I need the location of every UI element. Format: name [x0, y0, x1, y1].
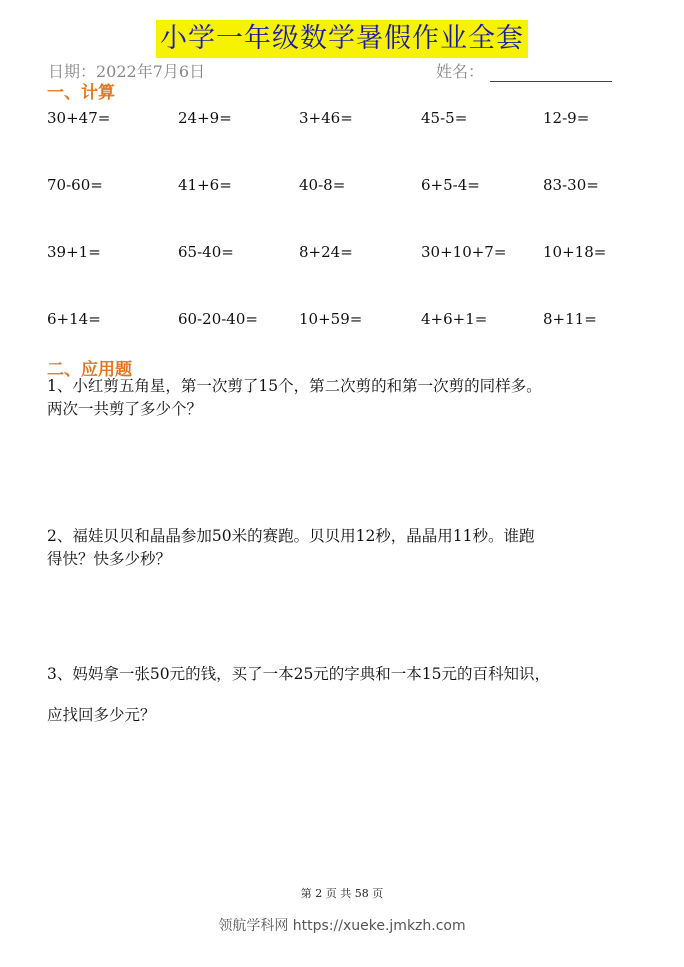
calc-item: 40-8= [299, 176, 346, 194]
page-number: 第 2 页 共 58 页 [300, 887, 384, 900]
problem-line: 得快？快多少秒？ [47, 550, 172, 568]
word-problem-2 [47, 525, 647, 571]
calc-item: 6+14= [47, 310, 101, 328]
calc-item: 10+59= [299, 310, 363, 328]
title-wrap [0, 20, 684, 58]
calc-item: 8+11= [543, 310, 597, 328]
calc-item: 70-60= [47, 176, 103, 194]
calc-item: 8+24= [299, 243, 353, 261]
date-label: 日期：2022年7月6日 [48, 62, 206, 81]
calc-item: 6+5-4= [421, 176, 480, 194]
site-watermark[interactable]: 领航学科网 https://xueke.jmkzh.com [218, 918, 466, 934]
page-title: 小学一年级数学暑假作业全套 [156, 20, 528, 58]
problem-line: 1、小红剪五角星，第一次剪了15个，第二次剪的和第一次剪的同样多。 [47, 377, 542, 395]
calc-item: 24+9= [178, 109, 232, 127]
name-blank-line[interactable] [490, 63, 612, 82]
problem-line: 3、妈妈拿一张50元的钱，买了一本25元的字典和一本15元的百科知识， [47, 665, 551, 683]
calc-item: 30+47= [47, 109, 111, 127]
section-heading-word-problems: 二、应用题 [47, 360, 132, 380]
section-heading-calculation: 一、计算 [47, 83, 115, 103]
problem-line: 2、福娃贝贝和晶晶参加50米的赛跑。贝贝用12秒，晶晶用11秒。谁跑 [47, 527, 535, 545]
calc-item: 65-40= [178, 243, 234, 261]
word-problem-1 [47, 375, 647, 421]
calc-item: 10+18= [543, 243, 607, 261]
calc-item: 41+6= [178, 176, 232, 194]
calc-item: 83-30= [543, 176, 599, 194]
name-label: 姓名： [436, 62, 485, 81]
calc-item: 45-5= [421, 109, 468, 127]
meta-row [48, 59, 648, 82]
calc-item: 4+6+1= [421, 310, 488, 328]
calc-item: 30+10+7= [421, 243, 507, 261]
problem-line: 应找回多少元？ [47, 706, 156, 724]
calc-item: 39+1= [47, 243, 101, 261]
problem-line: 两次一共剪了多少个？ [47, 400, 203, 418]
name-field [436, 59, 612, 82]
calc-item: 60-20-40= [178, 310, 258, 328]
calc-item: 12-9= [543, 109, 590, 127]
calc-item: 3+46= [299, 109, 353, 127]
word-problem-3 [47, 663, 647, 727]
